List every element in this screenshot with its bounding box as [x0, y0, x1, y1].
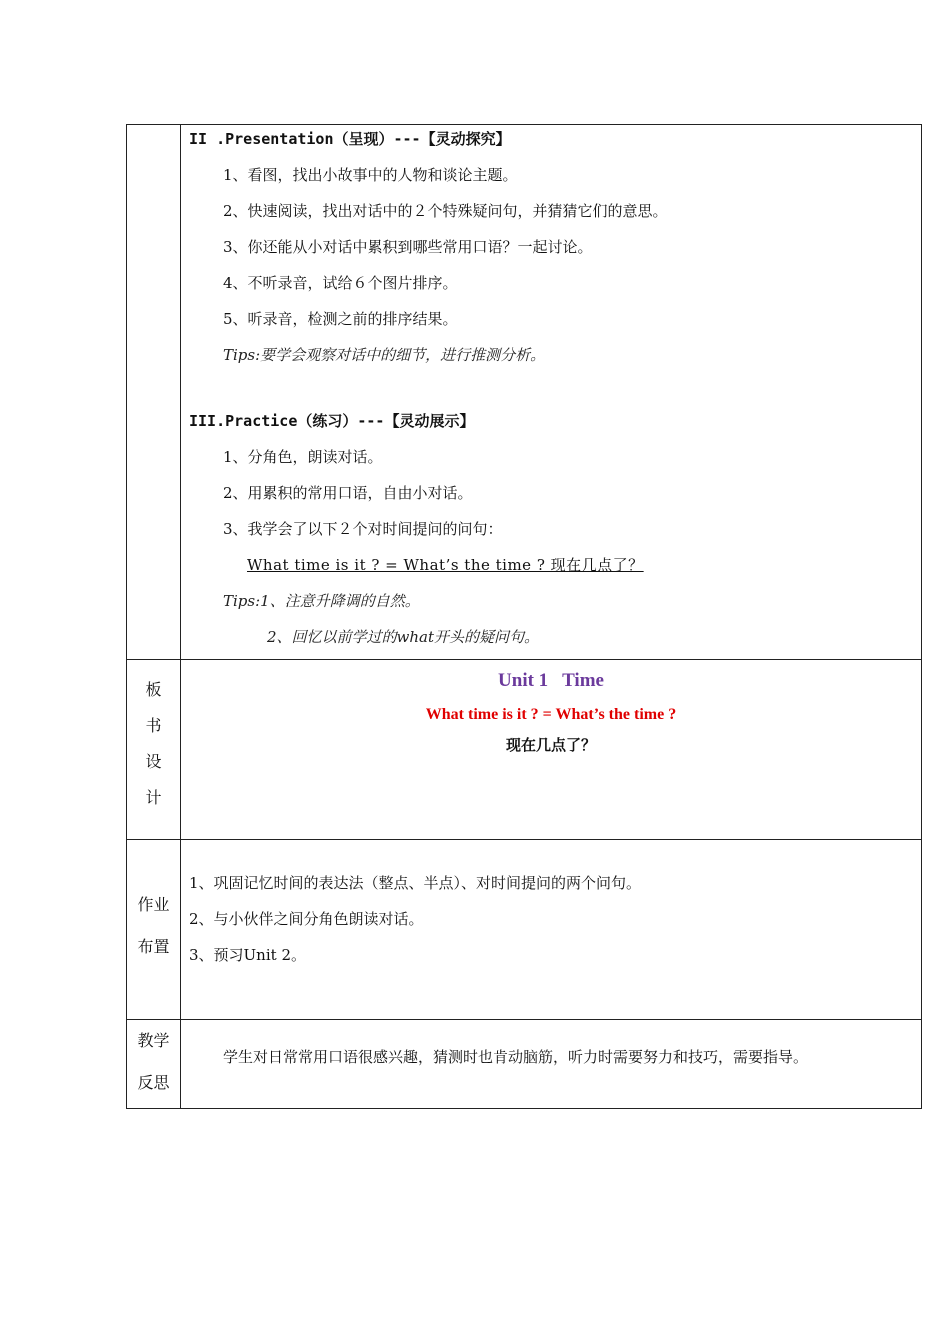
reflection-text: 学生对日常常用口语很感兴趣，猜测时也肯动脑筋，听力时需要努力和技巧，需要指导。: [223, 1048, 809, 1066]
label-char: 书: [145, 716, 162, 735]
reflection-cell: [181, 1020, 922, 1109]
presentation-item-3: 3、你还能从小对话中累积到哪些常用口语？一起讨论。: [223, 238, 593, 256]
practice-heading: III.Practice（练习）---【灵动展示】: [189, 412, 475, 430]
empty-label-cell: [127, 125, 181, 660]
label-char: 板: [145, 680, 162, 699]
presentation-item-4: 4、不听录音，试给６个图片排序。: [223, 274, 458, 292]
practice-tips-2: 2、回忆以前学过的what开头的疑问句。: [267, 628, 540, 646]
reflection-label: [127, 1020, 181, 1109]
board-chinese: 现在几点了？: [505, 736, 596, 754]
homework-item-2: 2、与小伙伴之间分角色朗读对话。: [189, 910, 424, 928]
practice-tips-1: Tips:1、注意升降调的自然。: [223, 592, 420, 610]
time-question-text: What time is it ? = What’s the time ? 现在几点了？: [247, 556, 644, 574]
presentation-practice-row: [127, 125, 922, 660]
homework-label: [127, 840, 181, 1020]
board-question: What time is it ? = What’s the time ?: [425, 706, 677, 723]
board-unit-title: Unit 1 Time: [498, 670, 604, 691]
board-design-row: [127, 660, 922, 840]
reflection-row: [127, 1020, 922, 1109]
lesson-plan-table: [126, 124, 922, 1109]
presentation-practice-cell: [181, 125, 922, 660]
label-char: 作业: [137, 895, 170, 914]
homework-row: [127, 840, 922, 1020]
practice-item-3: 3、我学会了以下２个对时间提问的问句：: [223, 520, 503, 538]
homework-item-1: 1、巩固记忆时间的表达法（整点、半点）、对时间提问的两个问句。: [189, 874, 642, 892]
label-char: 教学: [137, 1031, 170, 1050]
practice-item-1: 1、分角色，朗读对话。: [223, 448, 383, 466]
label-char: 反思: [137, 1073, 170, 1092]
label-char: 计: [145, 788, 162, 807]
spacer: [181, 377, 921, 407]
practice-item-2: 2、用累积的常用口语，自由小对话。: [223, 484, 473, 502]
presentation-heading: II .Presentation（呈现）---【灵动探究】: [189, 130, 511, 148]
presentation-item-2: 2、快速阅读，找出对话中的２个特殊疑问句，并猜猜它们的意思。: [223, 202, 668, 220]
label-char: 设: [145, 752, 162, 771]
homework-cell: [181, 840, 922, 1020]
presentation-tips: Tips:要学会观察对话中的细节，进行推测分析。: [223, 346, 546, 364]
presentation-item-5: 5、听录音，检测之前的排序结果。: [223, 310, 458, 328]
label-char: 布置: [137, 937, 170, 956]
homework-item-3: 3、预习Unit 2。: [189, 946, 306, 964]
practice-question-line: [181, 551, 921, 587]
presentation-item-1: 1、看图，找出小故事中的人物和谈论主题。: [223, 166, 518, 184]
board-design-cell: [181, 660, 922, 840]
board-design-label: [127, 660, 181, 840]
